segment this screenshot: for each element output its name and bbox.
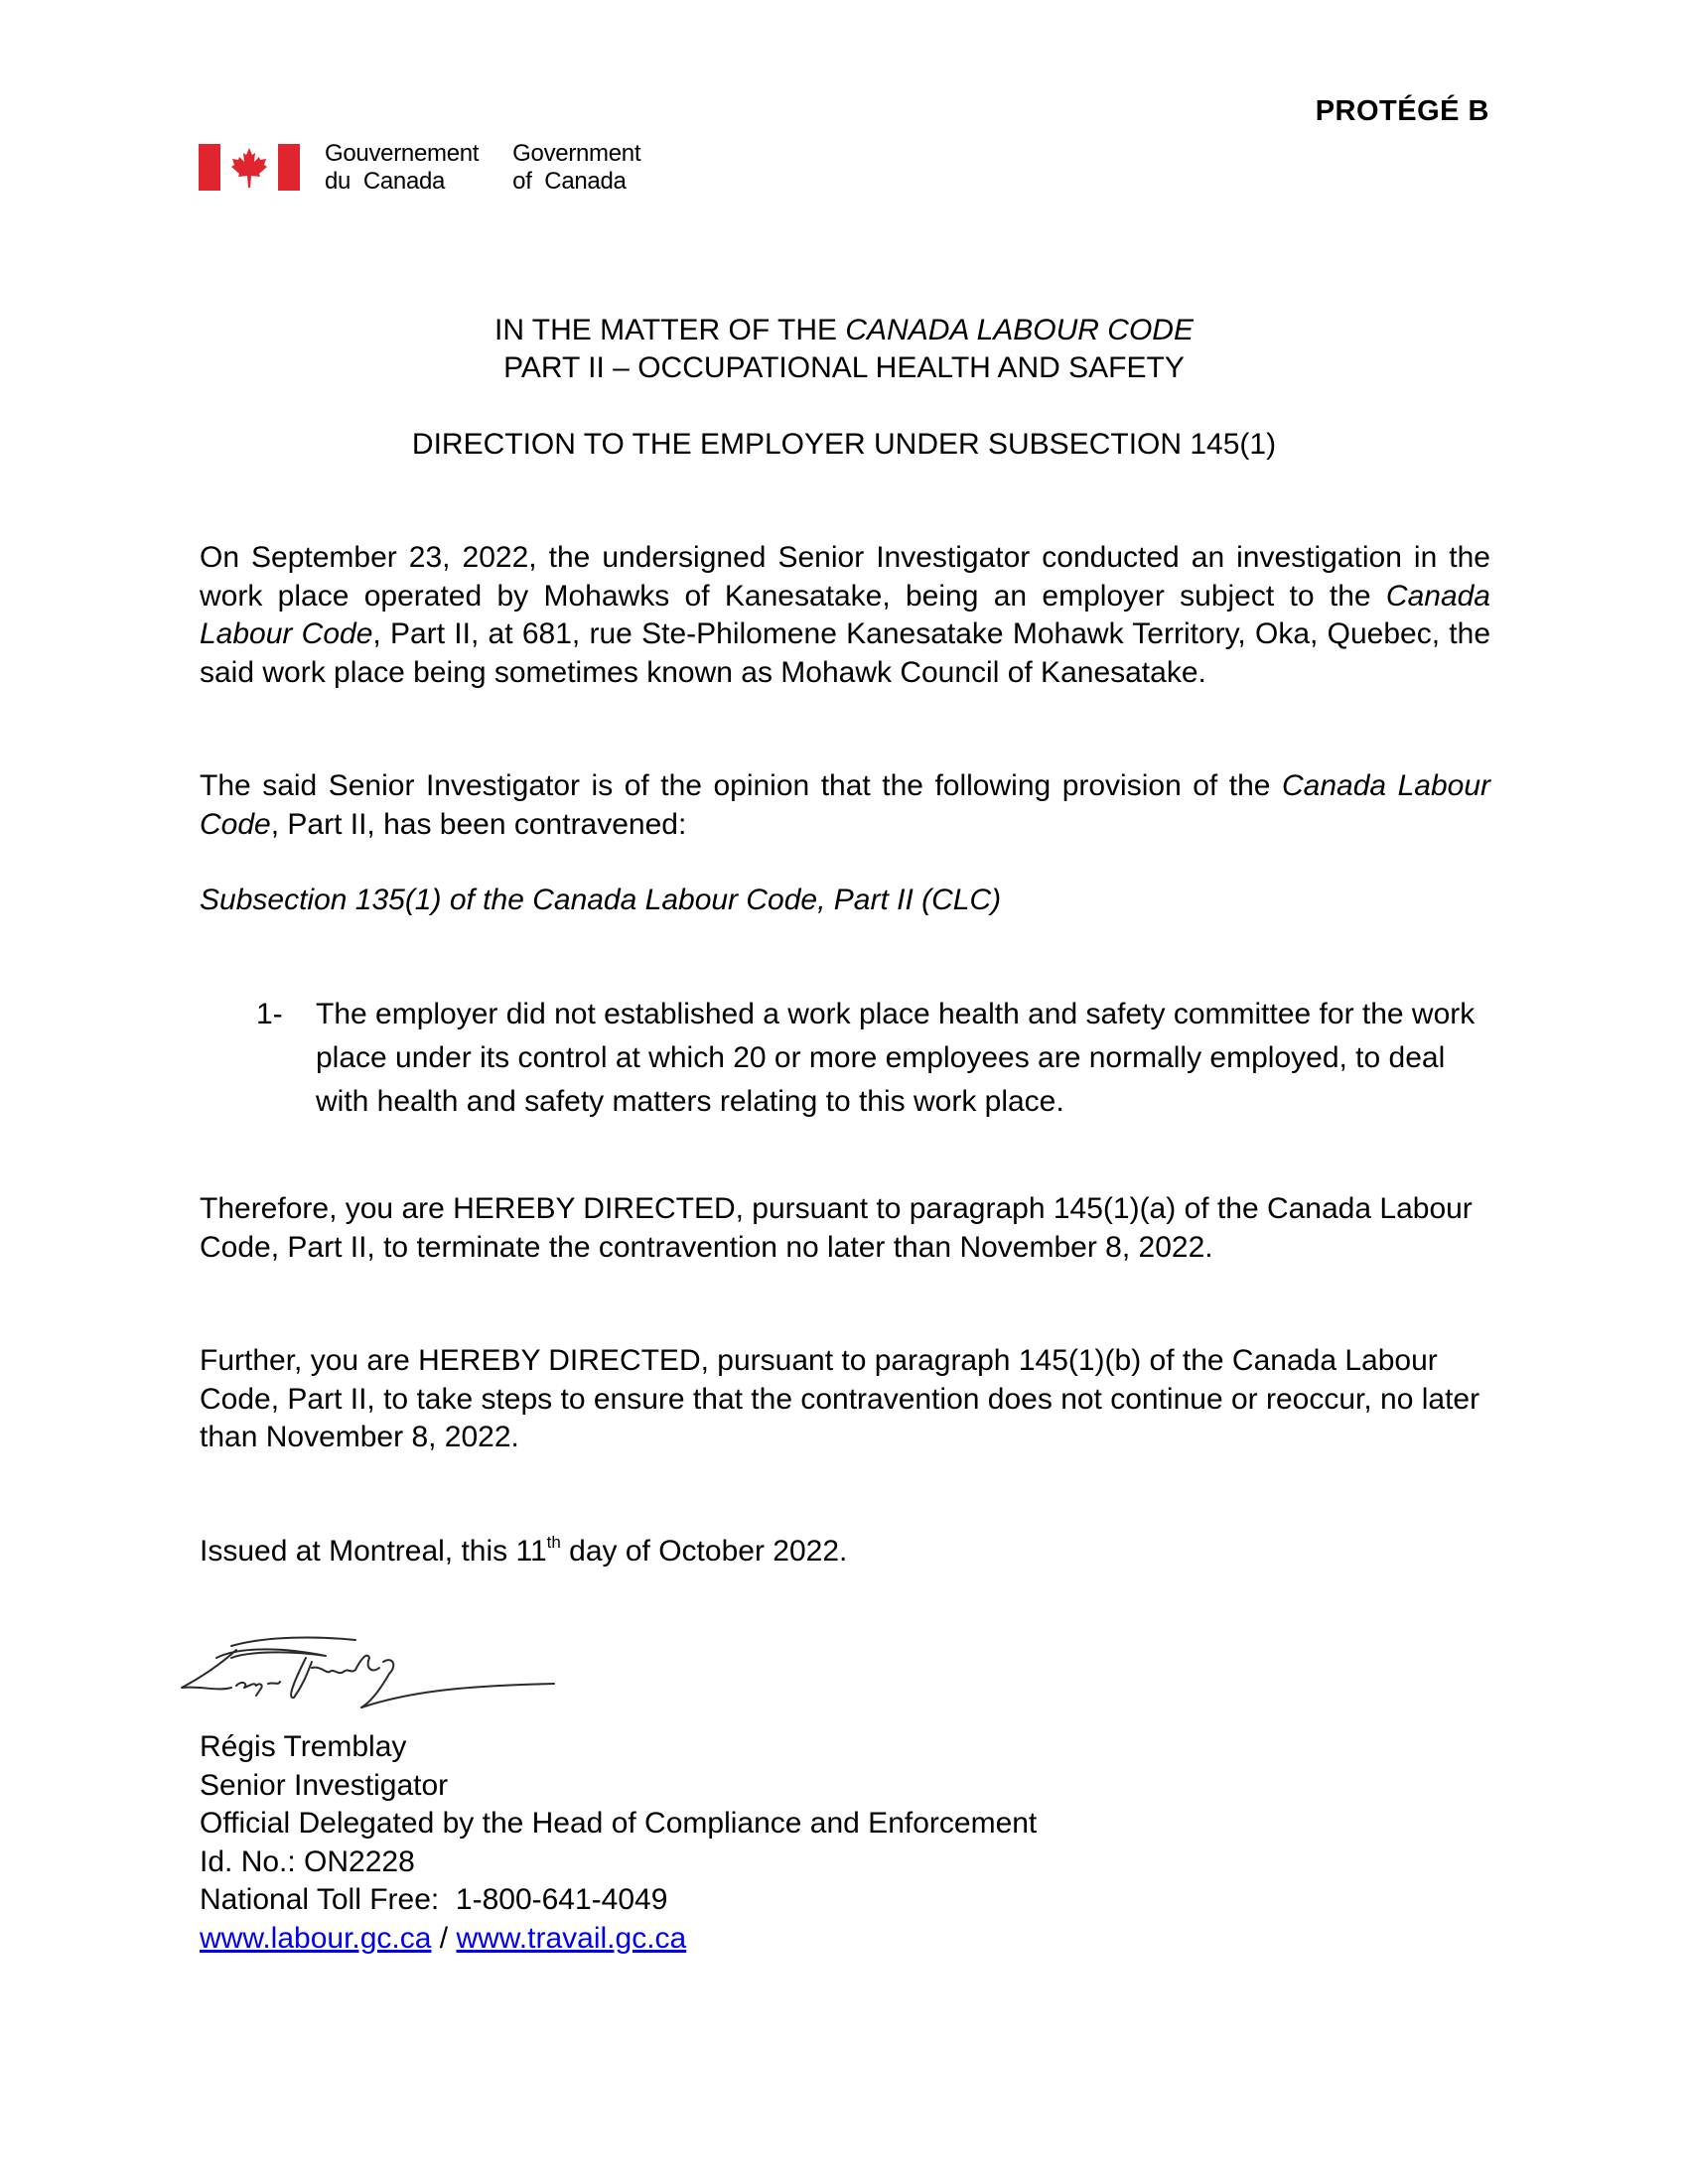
security-classification: PROTÉGÉ B: [1315, 95, 1489, 127]
investigation-paragraph: On September 23, 2022, the undersigned Senior Investigator conducted an investigation in the work place operated by Mohawks of Kanesatake, being an employer subject to the Canada Labour Code, Part II, at 681, rue Ste-Philomene Kanesatake Mohawk Territory, Oka, Quebec, the said work place being sometimes known as Mohawk Council of Kanesatake.: [200, 541, 1491, 689]
item-text: The employer did not established a work place health and safety committee for the work place under its control at which 20 or more employees are normally employed, to deal with health and safety matters relating to this work place.: [316, 998, 1476, 1118]
link-labour[interactable]: www.labour.gc.ca: [200, 1921, 432, 1955]
direction-terminate-paragraph: Therefore, you are HEREBY DIRECTED, pursuant to paragraph 145(1)(a) of the Canada Labour Code, Part II, to terminate the contravention no later than November 8, 2022.: [200, 1192, 1473, 1264]
gov-fr-line1: Gouvernement: [325, 140, 480, 167]
direction-heading: DIRECTION TO THE EMPLOYER UNDER SUBSECTION 145(1): [411, 428, 1277, 461]
gov-en-line1: Government: [512, 140, 641, 167]
gov-en-line2: of Canada: [512, 168, 627, 195]
provision-reference: Subsection 135(1) of the Canada Labour Code, Part II (CLC): [200, 884, 1002, 916]
title-line-2: PART II – OCCUPATIONAL HEALTH AND SAFETY: [503, 351, 1185, 384]
link-travail[interactable]: www.travail.gc.ca: [456, 1921, 687, 1955]
signatory-id: Id. No.: ON2228: [200, 1844, 415, 1878]
gov-fr-line2: du Canada: [325, 168, 446, 195]
maple-leaf-icon: [229, 147, 269, 189]
item-number: 1-: [256, 998, 283, 1030]
canada-flag-icon: [199, 144, 300, 191]
direction-ensure-paragraph: Further, you are HEREBY DIRECTED, pursuant to paragraph 145(1)(b) of the Canada Labour Code, Part II, to take steps to ensure that the contravention does not continue or reoccur, no later than November 8, 2022.: [200, 1344, 1480, 1453]
opinion-paragraph: The said Senior Investigator is of the opinion that the following provision of the Canada Labour Code, Part II, has been contravened:: [200, 769, 1490, 841]
government-signature: [199, 140, 640, 196]
government-name-english: [512, 140, 640, 196]
contravention-item: [256, 993, 1487, 1124]
toll-free-number: National Toll Free: 1-800-641-4049: [200, 1883, 668, 1916]
issued-statement: Issued at Montreal, this 11th day of October 2022.: [200, 1533, 848, 1568]
document-title: [0, 312, 1688, 387]
handwritten-signature-icon: [177, 1628, 574, 1717]
government-name-french: [325, 140, 479, 196]
signatory-block: [200, 1728, 1037, 1958]
signatory-name: Régis Tremblay: [200, 1730, 407, 1763]
signatory-title: Senior Investigator: [200, 1768, 449, 1802]
signatory-role: Official Delegated by the Head of Compliance and Enforcement: [200, 1807, 1038, 1840]
title-line-1: IN THE MATTER OF THE CANADA LABOUR CODE: [494, 314, 1194, 346]
website-links: www.labour.gc.ca / www.travail.gc.ca: [200, 1921, 687, 1955]
